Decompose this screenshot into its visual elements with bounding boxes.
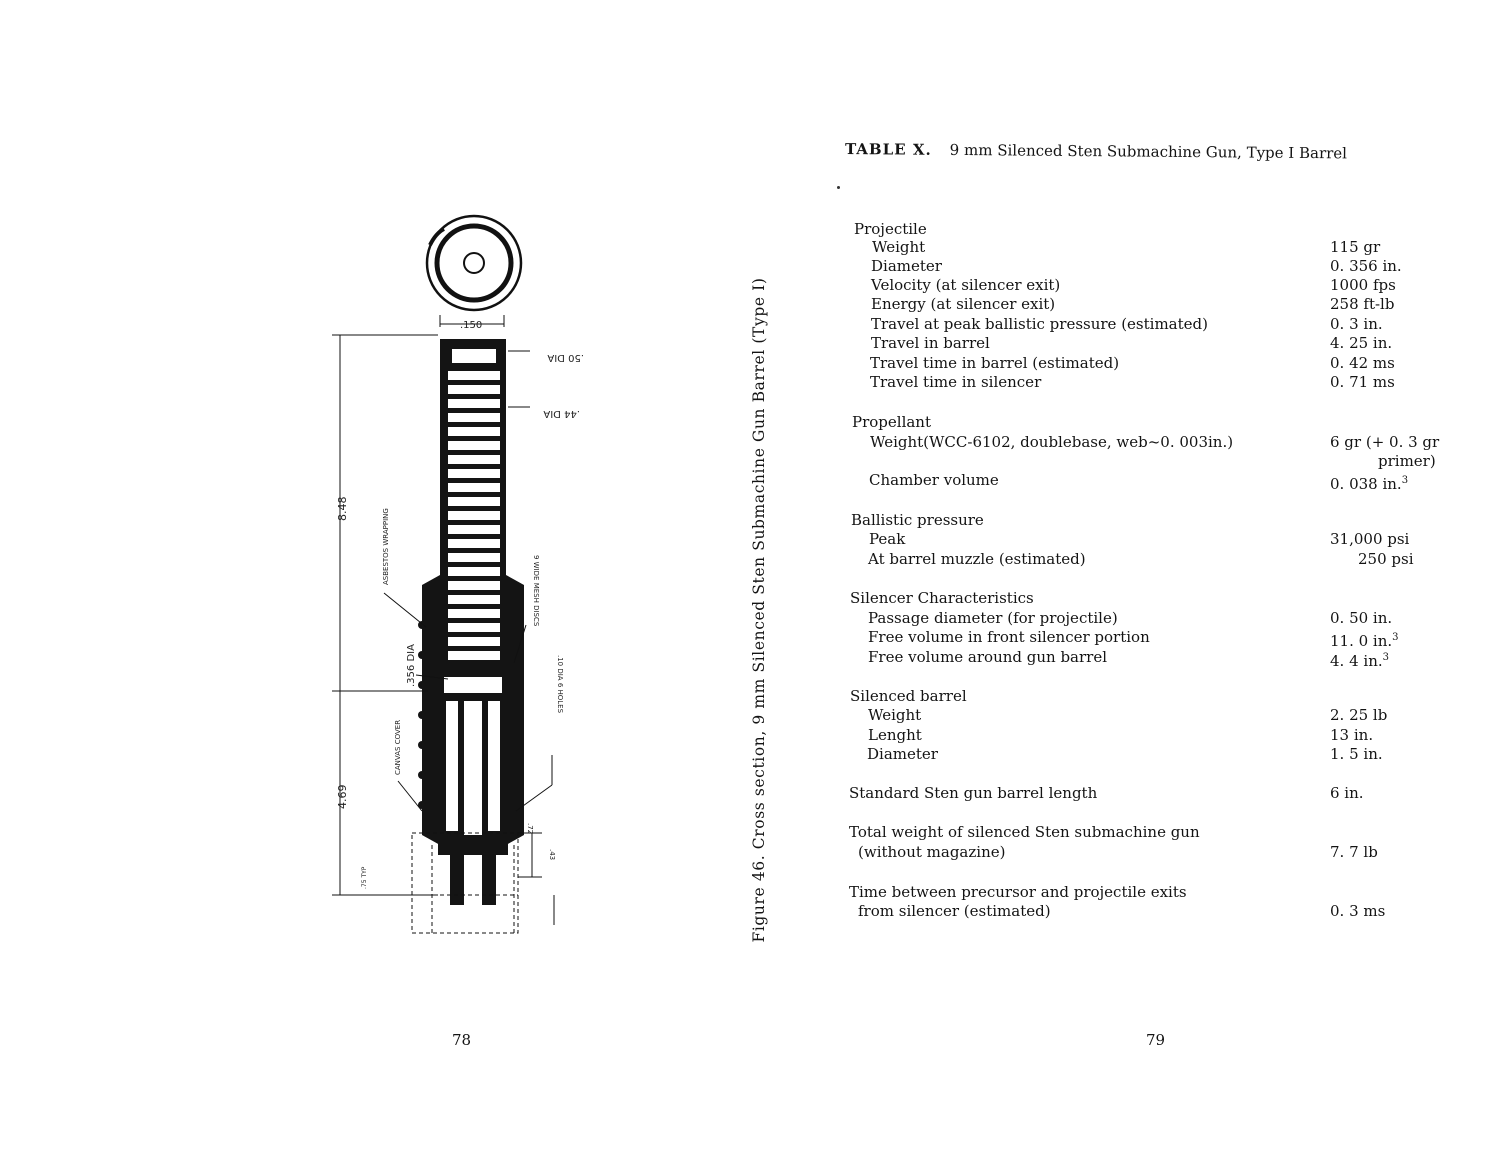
label-asbestos: ASBESTOS WRAPPING [382, 508, 390, 585]
label-dia-44: .44 DIA [543, 408, 580, 419]
page-number-left: 78 [452, 1031, 472, 1049]
label-length-upper: 8.48 [336, 496, 349, 521]
label-dia-50: .50 DIA [547, 352, 584, 363]
label-length-lower: 4.69 [336, 784, 349, 809]
label-dim-small: .75 TYP [361, 866, 368, 889]
table-title [845, 140, 1347, 162]
table-number: TABLE X. [844, 140, 932, 159]
label-holes: .10 DIA 6 HOLES [556, 655, 564, 714]
label-top-width: .150 [460, 320, 483, 331]
cross-section-drawing [318, 205, 584, 945]
right-page: TABLE X. 9 mm Silenced Sten Submachine Gun, Type I Barrel Projectile Weight 115 gr Diameter 0. 356 in. Velocity (at silencer exit) 1000 fps Energy (at silencer exit) 258 ft-lb Travel at peak ballistic pressure (estimated) 0. 3 in. Travel in barrel 4. 25 in. Travel time in barrel (estimated) 0. 42 ms Travel time in silencer 0. 71 ms Propellant Weight(WCC-6102, doublebase, web~0. 003in.) 6 gr (+ 0. 3 gr primer) Chamber volume 0. 038 in.$^3$ Ballistic pressure Peak 31,000 psi At barrel muzzle (estimated) 250 psi Silencer Characteristics Passage diameter (for projectile) 0. 50 in. Free volume in front silencer portion 11. 0 in.$^3$ Free volume around gun barrel 4. 4 in.$^3$ Silenced barrel Weight 2. 25 lb Lenght 13 in. Diameter 1. 5 in. Standard Sten gun barrel length 6 in. Total weight of silenced Sten submachine gun (without magazine) 7. 7 lb Time between precursor and projectile exits from silencer (estimated) 0. 3 ms 79 [744, 0, 1488, 1150]
table-title-text: 9 mm Silenced Sten Submachine Gun, Type I Barrel [949, 140, 1348, 163]
page-number-right: 79 [1146, 1031, 1166, 1049]
top-width-dimension [440, 315, 504, 331]
label-canvas: CANVAS COVER [394, 719, 402, 775]
label-bore: .356 DIA [406, 644, 417, 687]
stray-dot [837, 186, 840, 189]
label-mesh: 9 WIDE MESH DISCS [532, 555, 540, 627]
figure-caption: Figure 46. Cross section, 9 mm Silenced Sten Submachine Gun Barrel (Type I) [750, 277, 768, 943]
label-dim-43: .43 [548, 849, 556, 861]
end-view [427, 216, 521, 310]
mesh-discs [448, 371, 500, 660]
silencer-body [418, 339, 524, 907]
cross-section-svg [318, 205, 584, 945]
label-dim-72: .72 [526, 823, 534, 835]
